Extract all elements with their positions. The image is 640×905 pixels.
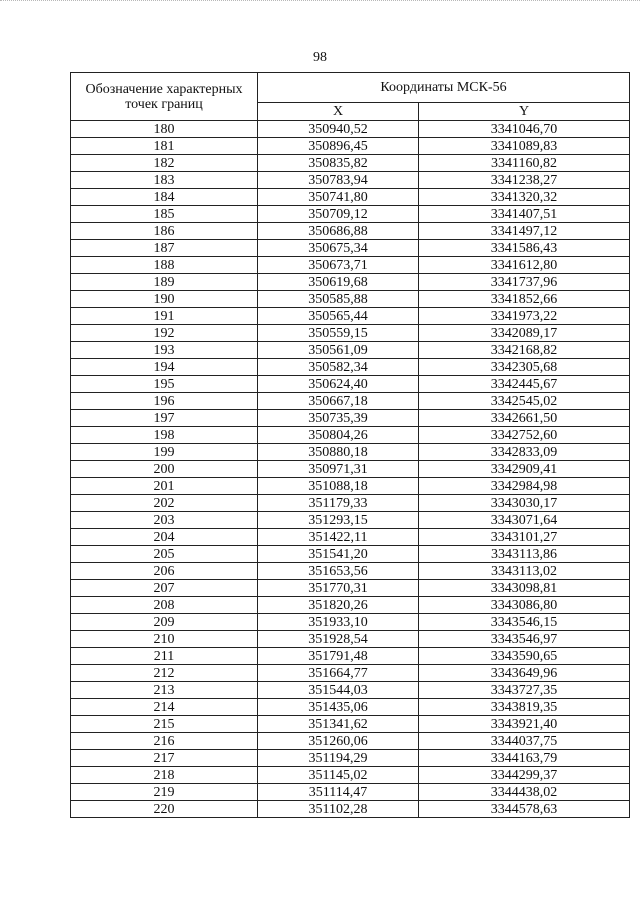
x-coordinate-cell: 351145,02 (258, 767, 419, 784)
x-coordinate-cell: 350673,71 (258, 257, 419, 274)
y-coordinate-cell: 3342168,82 (419, 342, 630, 359)
table-row (71, 308, 630, 325)
point-number-cell: 195 (71, 376, 258, 393)
y-coordinate-cell: 3342833,09 (419, 444, 630, 461)
table-row (71, 155, 630, 172)
coordinates-table (70, 72, 630, 818)
x-coordinate-cell: 351114,47 (258, 784, 419, 801)
x-coordinate-cell: 350686,88 (258, 223, 419, 240)
table-row (71, 648, 630, 665)
point-number-cell: 197 (71, 410, 258, 427)
y-coordinate-cell: 3343546,97 (419, 631, 630, 648)
x-coordinate-cell: 351179,33 (258, 495, 419, 512)
y-coordinate-cell: 3343101,27 (419, 529, 630, 546)
point-number-cell: 193 (71, 342, 258, 359)
x-coordinate-cell: 350783,94 (258, 172, 419, 189)
table-row (71, 291, 630, 308)
point-number-cell: 188 (71, 257, 258, 274)
point-number-cell: 216 (71, 733, 258, 750)
x-coordinate-cell: 351653,56 (258, 563, 419, 580)
table-row (71, 750, 630, 767)
point-number-cell: 194 (71, 359, 258, 376)
y-coordinate-cell: 3341852,66 (419, 291, 630, 308)
y-coordinate-cell: 3342545,02 (419, 393, 630, 410)
table-row (71, 631, 630, 648)
y-coordinate-cell: 3341737,96 (419, 274, 630, 291)
table-row (71, 563, 630, 580)
point-number-cell: 212 (71, 665, 258, 682)
table-row (71, 699, 630, 716)
point-number-cell: 213 (71, 682, 258, 699)
x-coordinate-cell: 350619,68 (258, 274, 419, 291)
table-row (71, 206, 630, 223)
x-coordinate-cell: 351928,54 (258, 631, 419, 648)
y-coordinate-cell: 3344163,79 (419, 750, 630, 767)
y-coordinate-cell: 3341612,80 (419, 257, 630, 274)
y-coordinate-cell: 3343086,80 (419, 597, 630, 614)
y-coordinate-cell: 3341586,43 (419, 240, 630, 257)
point-number-cell: 211 (71, 648, 258, 665)
table-row (71, 478, 630, 495)
x-coordinate-cell: 351820,26 (258, 597, 419, 614)
x-coordinate-cell: 350582,34 (258, 359, 419, 376)
point-number-cell: 201 (71, 478, 258, 495)
x-coordinate-cell: 350667,18 (258, 393, 419, 410)
x-coordinate-cell: 350675,34 (258, 240, 419, 257)
point-number-cell: 208 (71, 597, 258, 614)
point-number-cell: 205 (71, 546, 258, 563)
x-coordinate-cell: 351260,06 (258, 733, 419, 750)
point-number-cell: 189 (71, 274, 258, 291)
point-number-cell: 204 (71, 529, 258, 546)
y-coordinate-cell: 3343727,35 (419, 682, 630, 699)
x-coordinate-cell: 350896,45 (258, 138, 419, 155)
top-scan-edge (0, 0, 640, 2)
y-coordinate-cell: 3341407,51 (419, 206, 630, 223)
x-coordinate-cell: 351341,62 (258, 716, 419, 733)
table-row (71, 376, 630, 393)
y-coordinate-cell: 3342909,41 (419, 461, 630, 478)
point-number-cell: 187 (71, 240, 258, 257)
table-row (71, 393, 630, 410)
x-coordinate-cell: 351194,29 (258, 750, 419, 767)
x-coordinate-cell: 350880,18 (258, 444, 419, 461)
x-coordinate-cell: 350735,39 (258, 410, 419, 427)
y-coordinate-cell: 3342305,68 (419, 359, 630, 376)
y-coordinate-cell: 3341089,83 (419, 138, 630, 155)
point-number-cell: 215 (71, 716, 258, 733)
y-coordinate-cell: 3342752,60 (419, 427, 630, 444)
table-body (71, 121, 630, 818)
y-coordinate-cell: 3343590,65 (419, 648, 630, 665)
table-row (71, 189, 630, 206)
table-row (71, 240, 630, 257)
x-coordinate-cell: 350565,44 (258, 308, 419, 325)
point-number-cell: 196 (71, 393, 258, 410)
table-row (71, 546, 630, 563)
y-coordinate-cell: 3341497,12 (419, 223, 630, 240)
point-number-cell: 214 (71, 699, 258, 716)
table-row (71, 597, 630, 614)
point-number-cell: 183 (71, 172, 258, 189)
x-coordinate-cell: 351435,06 (258, 699, 419, 716)
table-row (71, 223, 630, 240)
table-row (71, 342, 630, 359)
table-header (71, 73, 630, 121)
table-row (71, 274, 630, 291)
y-coordinate-cell: 3341046,70 (419, 121, 630, 138)
y-coordinate-cell: 3343649,96 (419, 665, 630, 682)
x-coordinate-cell: 351770,31 (258, 580, 419, 597)
y-coordinate-cell: 3343546,15 (419, 614, 630, 631)
point-number-cell: 209 (71, 614, 258, 631)
x-coordinate-cell: 350835,82 (258, 155, 419, 172)
x-coordinate-cell: 350741,80 (258, 189, 419, 206)
x-coordinate-cell: 351664,77 (258, 665, 419, 682)
y-coordinate-cell: 3344299,37 (419, 767, 630, 784)
point-number-cell: 217 (71, 750, 258, 767)
y-coordinate-cell: 3343113,86 (419, 546, 630, 563)
x-coordinate-cell: 350561,09 (258, 342, 419, 359)
point-number-cell: 198 (71, 427, 258, 444)
point-number-cell: 219 (71, 784, 258, 801)
table-row (71, 461, 630, 478)
x-coordinate-cell: 350585,88 (258, 291, 419, 308)
table-row (71, 359, 630, 376)
y-coordinate-cell: 3341320,32 (419, 189, 630, 206)
point-number-cell: 199 (71, 444, 258, 461)
x-coordinate-cell: 350940,52 (258, 121, 419, 138)
x-coordinate-cell: 351293,15 (258, 512, 419, 529)
y-coordinate-cell: 3344578,63 (419, 801, 630, 818)
table-row (71, 801, 630, 818)
point-number-cell: 206 (71, 563, 258, 580)
x-coordinate-cell: 351544,03 (258, 682, 419, 699)
y-coordinate-cell: 3342445,67 (419, 376, 630, 393)
y-coordinate-cell: 3343113,02 (419, 563, 630, 580)
table-row (71, 733, 630, 750)
point-number-cell: 210 (71, 631, 258, 648)
point-number-cell: 203 (71, 512, 258, 529)
y-coordinate-cell: 3341973,22 (419, 308, 630, 325)
x-coordinate-cell: 351422,11 (258, 529, 419, 546)
point-number-cell: 202 (71, 495, 258, 512)
x-coordinate-cell: 350804,26 (258, 427, 419, 444)
x-coordinate-cell: 351088,18 (258, 478, 419, 495)
y-coordinate-cell: 3342984,98 (419, 478, 630, 495)
y-coordinate-cell: 3341160,82 (419, 155, 630, 172)
table-row (71, 580, 630, 597)
table-row (71, 512, 630, 529)
y-coordinate-cell: 3343030,17 (419, 495, 630, 512)
header-coordinates-group: Координаты МСК-56 (258, 73, 630, 103)
point-number-cell: 182 (71, 155, 258, 172)
x-coordinate-cell: 351933,10 (258, 614, 419, 631)
point-number-cell: 191 (71, 308, 258, 325)
y-coordinate-cell: 3343071,64 (419, 512, 630, 529)
point-number-cell: 186 (71, 223, 258, 240)
table-row (71, 138, 630, 155)
x-coordinate-cell: 351791,48 (258, 648, 419, 665)
y-coordinate-cell: 3341238,27 (419, 172, 630, 189)
table-row (71, 444, 630, 461)
table-row (71, 767, 630, 784)
point-number-cell: 207 (71, 580, 258, 597)
x-coordinate-cell: 350559,15 (258, 325, 419, 342)
point-number-cell: 190 (71, 291, 258, 308)
table-row (71, 682, 630, 699)
point-number-cell: 220 (71, 801, 258, 818)
point-number-cell: 184 (71, 189, 258, 206)
table-row (71, 257, 630, 274)
table-row (71, 665, 630, 682)
y-coordinate-cell: 3343921,40 (419, 716, 630, 733)
header-y: Y (419, 102, 630, 120)
table-row (71, 495, 630, 512)
x-coordinate-cell: 351102,28 (258, 801, 419, 818)
y-coordinate-cell: 3343819,35 (419, 699, 630, 716)
y-coordinate-cell: 3342089,17 (419, 325, 630, 342)
table-row (71, 716, 630, 733)
y-coordinate-cell: 3342661,50 (419, 410, 630, 427)
table-row (71, 325, 630, 342)
x-coordinate-cell: 350624,40 (258, 376, 419, 393)
x-coordinate-cell: 350709,12 (258, 206, 419, 223)
point-number-cell: 192 (71, 325, 258, 342)
y-coordinate-cell: 3344438,02 (419, 784, 630, 801)
table-row (71, 529, 630, 546)
point-number-cell: 180 (71, 121, 258, 138)
point-number-cell: 185 (71, 206, 258, 223)
table-row (71, 410, 630, 427)
header-point-label: Обозначение характерных точек границ (71, 73, 258, 121)
point-number-cell: 181 (71, 138, 258, 155)
table-row (71, 784, 630, 801)
table-row (71, 172, 630, 189)
page-number: 98 (313, 50, 327, 65)
y-coordinate-cell: 3344037,75 (419, 733, 630, 750)
point-number-cell: 200 (71, 461, 258, 478)
table-row (71, 614, 630, 631)
x-coordinate-cell: 350971,31 (258, 461, 419, 478)
table-row (71, 427, 630, 444)
table-row (71, 121, 630, 138)
y-coordinate-cell: 3343098,81 (419, 580, 630, 597)
x-coordinate-cell: 351541,20 (258, 546, 419, 563)
header-x: X (258, 102, 419, 120)
point-number-cell: 218 (71, 767, 258, 784)
